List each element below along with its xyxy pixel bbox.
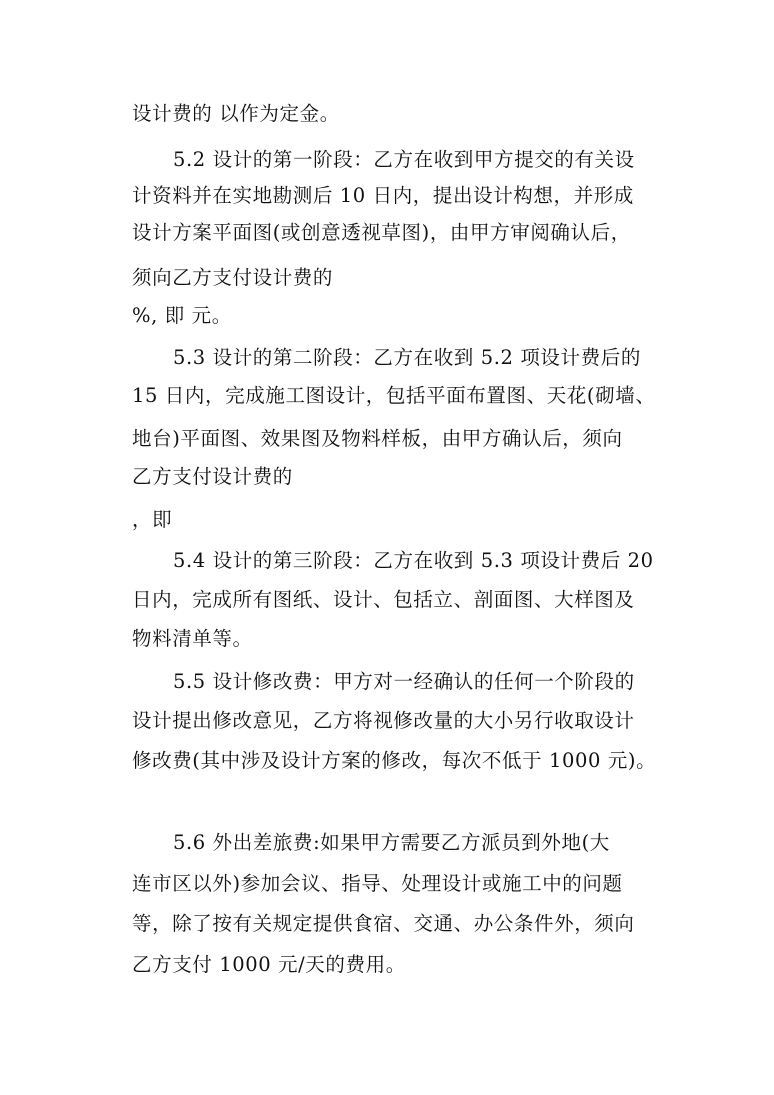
text-line: 等，除了按有关规定提供食宿、交通、办公条件外，须向 bbox=[132, 912, 635, 935]
text-line: 设计方案平面图(或创意透视草图)，由甲方审阅确认后， bbox=[132, 221, 631, 244]
text-line: ，即 bbox=[132, 508, 173, 531]
text-line: %, 即 元。 bbox=[132, 304, 232, 327]
text-line: 15 日内，完成施工图设计，包括平面布置图、天花(砌墙、 bbox=[132, 384, 656, 407]
text-line: 设计费的 以作为定金。 bbox=[132, 102, 340, 125]
text-line: 地台)平面图、效果图及物料样板，由甲方确认后，须向 bbox=[132, 427, 623, 450]
text-line: 乙方支付 1000 元/天的费用。 bbox=[132, 953, 406, 976]
clause-5-3-heading: 5.3 设计的第二阶段：乙方在收到 5.2 项设计费后的 bbox=[173, 346, 641, 369]
clause-5-5-heading: 5.5 设计修改费：甲方对一经确认的任何一个阶段的 bbox=[173, 670, 635, 693]
clause-5-6-heading: 5.6 外出差旅费:如果甲方需要乙方派员到外地(大 bbox=[173, 831, 610, 854]
text-line: 连市区以外)参加会议、指导、处理设计或施工中的问题 bbox=[132, 872, 623, 895]
clause-5-2-heading: 5.2 设计的第一阶段：乙方在收到甲方提交的有关设 bbox=[173, 148, 635, 171]
text-line: 计资料并在实地勘测后 10 日内，提出设计构想，并形成 bbox=[132, 184, 634, 207]
text-line: 设计提出修改意见，乙方将视修改量的大小另行收取设计 bbox=[132, 709, 635, 732]
text-line: 须向乙方支付设计费的 bbox=[132, 266, 334, 289]
clause-5-4-heading: 5.4 设计的第三阶段：乙方在收到 5.3 项设计费后 20 bbox=[173, 549, 654, 572]
text-line: 物料清单等。 bbox=[132, 627, 253, 650]
text-line: 修改费(其中涉及设计方案的修改，每次不低于 1000 元)。 bbox=[132, 749, 657, 772]
text-line: 日内，完成所有图纸、设计、包括立、剖面图、大样图及 bbox=[132, 588, 635, 611]
text-line: 乙方支付设计费的 bbox=[132, 465, 293, 488]
